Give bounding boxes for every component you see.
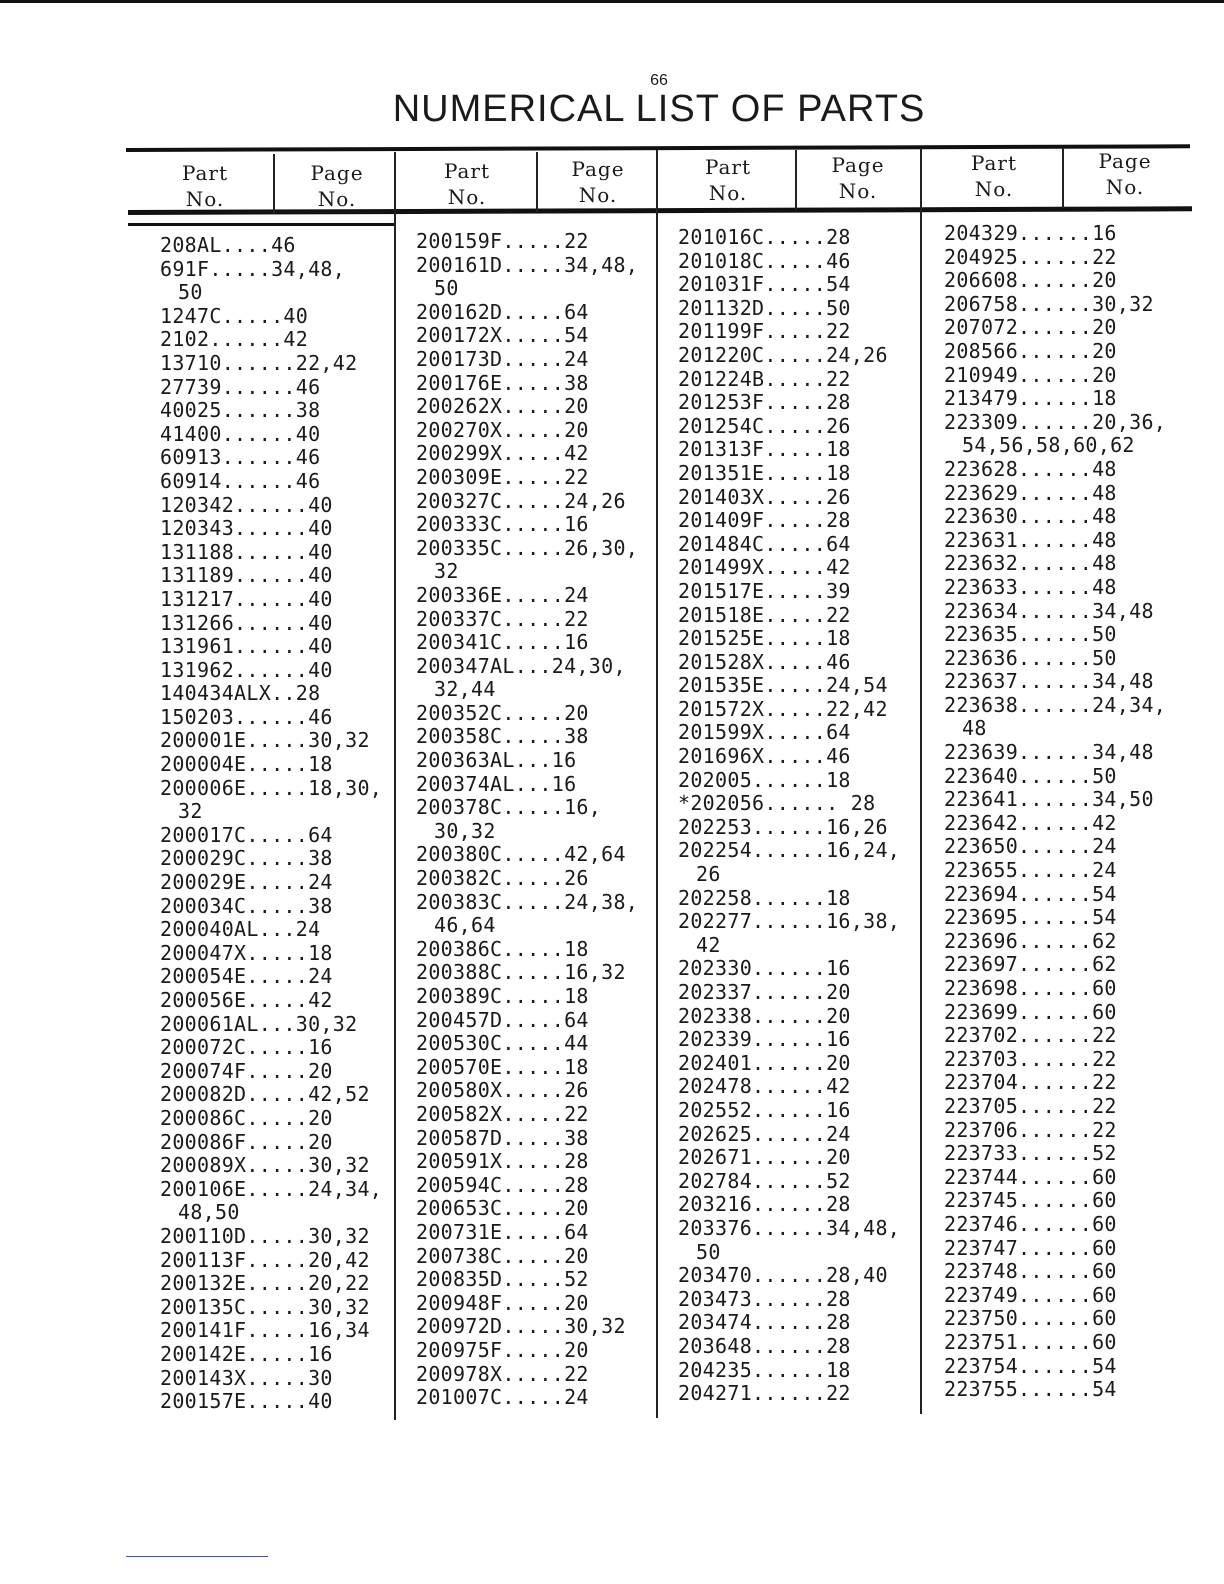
part-entry: 223639......34,48 <box>944 740 1154 765</box>
part-entry: 201220C.....24,26 <box>678 342 888 367</box>
part-entry: 201313F.....18 <box>678 437 851 462</box>
part-entry-continuation: 32 <box>434 559 459 584</box>
part-entry: 200383C.....24,38, <box>416 889 639 914</box>
parts-column-3 <box>678 226 900 1406</box>
part-entry: 223638......24,34, <box>944 692 1167 717</box>
part-entry: 200327C.....24,26 <box>416 488 626 513</box>
part-entry: 203216......28 <box>678 1192 851 1217</box>
part-entry: 200029C.....38 <box>160 846 333 871</box>
part-entry: 150203......46 <box>160 704 333 729</box>
part-entry: 202005......18 <box>678 767 851 792</box>
part-entry: 200374AL...16 <box>416 771 577 796</box>
part-entry: 131961......40 <box>160 634 333 659</box>
part-entry: 200358C.....38 <box>416 724 589 749</box>
part-entry: 223640......50 <box>944 763 1117 788</box>
part-entry: 13710......22,42 <box>160 350 358 375</box>
parts-column-4 <box>944 222 1166 1402</box>
part-entry: 200363AL...16 <box>416 748 577 773</box>
part-entry: 201031F.....54 <box>678 272 851 297</box>
part-entry: 223755......54 <box>944 1377 1117 1402</box>
part-entry: 201199F.....22 <box>678 319 851 344</box>
part-entry: 200176E.....38 <box>416 370 589 395</box>
part-entry: 223695......54 <box>944 905 1117 930</box>
part-entry: 200835D.....52 <box>416 1267 589 1292</box>
part-entry: 223628......48 <box>944 456 1117 481</box>
part-entry: 200270X.....20 <box>416 417 589 442</box>
part-entry: 223650......24 <box>944 834 1117 859</box>
part-entry: 223748......60 <box>944 1259 1117 1284</box>
part-entry: 200054E.....24 <box>160 964 333 989</box>
part-entry: 200086F.....20 <box>160 1129 333 1154</box>
part-entry: 223634......34,48 <box>944 598 1154 623</box>
header-part-no-3 <box>662 154 794 206</box>
part-entry: 223747......60 <box>944 1235 1117 1260</box>
part-entry: 200382C.....26 <box>416 866 589 891</box>
top-border <box>0 0 1224 3</box>
part-entry: 204235......18 <box>678 1357 851 1382</box>
part-entry: 223309......20,36, <box>944 409 1167 434</box>
part-entry: 223629......48 <box>944 480 1117 505</box>
part-entry: 202625......24 <box>678 1121 851 1146</box>
part-entry: 200157E.....40 <box>160 1389 333 1414</box>
part-entry: 201499X.....42 <box>678 555 851 580</box>
part-entry: 223655......24 <box>944 858 1117 883</box>
header-label: No. <box>578 183 618 207</box>
part-entry: 200591X.....28 <box>416 1149 589 1174</box>
part-entry: 1247C.....40 <box>160 303 309 328</box>
header-part-no-2 <box>398 158 536 210</box>
part-entry: 203470......28,40 <box>678 1263 888 1288</box>
part-entry: 200738C.....20 <box>416 1243 589 1268</box>
part-entry: 201018C.....46 <box>678 248 851 273</box>
part-entry: 200006E.....18,30, <box>160 775 383 800</box>
part-entry: 223631......48 <box>944 527 1117 552</box>
part-entry: 200333C.....16 <box>416 512 589 537</box>
part-entry: 223751......60 <box>944 1329 1117 1354</box>
part-entry: 200173D.....24 <box>416 346 589 371</box>
part-entry: 201403X.....26 <box>678 484 851 509</box>
part-entry: 200040AL...24 <box>160 917 321 942</box>
part-entry: 200335C.....26,30, <box>416 535 639 560</box>
part-entry: 207072......20 <box>944 315 1117 340</box>
part-entry: 202254......16,24, <box>678 838 901 863</box>
part-entry: 200159F.....22 <box>416 229 589 253</box>
header-label: Page <box>571 157 625 181</box>
part-entry: 202671......20 <box>678 1145 851 1170</box>
part-entry: 201696X.....46 <box>678 744 851 769</box>
part-entry: 200341C.....16 <box>416 630 589 655</box>
part-entry: 200141F.....16,34 <box>160 1318 370 1343</box>
part-entry: 223702......22 <box>944 1023 1117 1048</box>
header-label: No. <box>838 179 878 203</box>
header-part-no-4 <box>924 150 1064 202</box>
part-entry: 200337C.....22 <box>416 606 589 631</box>
header-rule-bottom-thick <box>128 223 396 226</box>
column-divider <box>920 148 922 1414</box>
part-entry: 223750......60 <box>944 1306 1117 1331</box>
header-label: No. <box>447 185 487 209</box>
part-entry: 202338......20 <box>678 1003 851 1028</box>
part-entry: 223633......48 <box>944 574 1117 599</box>
parts-column-2 <box>416 230 638 1410</box>
part-entry: 223744......60 <box>944 1164 1117 1189</box>
header-divider <box>1062 148 1064 208</box>
part-entry: 200061AL...30,32 <box>160 1011 358 1036</box>
part-entry: 200142E.....16 <box>160 1341 333 1366</box>
part-entry: 201517E.....39 <box>678 578 851 603</box>
part-entry: 200143X.....30 <box>160 1365 333 1390</box>
part-entry: 200309E.....22 <box>416 464 589 489</box>
part-entry: 202337......20 <box>678 980 851 1004</box>
header-label: Page <box>831 153 885 177</box>
part-entry: 202258......18 <box>678 885 851 910</box>
part-entry: 201253F.....28 <box>678 390 851 415</box>
part-entry: 223705......22 <box>944 1093 1117 1118</box>
part-entry: 27739......46 <box>160 374 321 399</box>
part-entry: *202056...... 28 <box>678 791 876 816</box>
part-entry: 200110D.....30,32 <box>160 1223 370 1248</box>
part-entry: 200378C.....16, <box>416 795 602 820</box>
part-entry: 200132E.....20,22 <box>160 1271 370 1296</box>
part-entry: 201016C.....28 <box>678 225 851 249</box>
header-page-no-4 <box>1066 148 1184 200</box>
part-entry: 200457D.....64 <box>416 1007 589 1032</box>
part-entry: 200056E.....42 <box>160 988 333 1012</box>
part-entry-continuation: 46,64 <box>434 913 496 938</box>
part-entry: 223733......52 <box>944 1141 1117 1166</box>
part-entry: 206758......30,32 <box>944 291 1154 316</box>
part-entry: 200386C.....18 <box>416 936 589 961</box>
part-entry: 201535E.....24,54 <box>678 673 888 698</box>
part-entry: 202253......16,26 <box>678 814 888 839</box>
part-entry: 200082D.....42,52 <box>160 1082 370 1107</box>
part-entry: 223641......34,50 <box>944 787 1154 812</box>
header-label: No. <box>708 181 748 205</box>
part-entry: 223706......22 <box>944 1117 1117 1142</box>
part-entry: 208566......20 <box>944 338 1117 363</box>
part-entry: 200972D.....30,32 <box>416 1314 626 1339</box>
part-entry-continuation: 50 <box>434 276 459 301</box>
part-entry: 200047X.....18 <box>160 940 333 965</box>
header-divider <box>536 152 538 212</box>
part-entry: 200380C.....42,64 <box>416 842 626 867</box>
part-entry: 200594C.....28 <box>416 1172 589 1197</box>
part-entry: 223635......50 <box>944 622 1117 647</box>
part-entry: 40025......38 <box>160 398 321 423</box>
header-label: Page <box>1098 149 1152 173</box>
header-part-no-1 <box>140 160 270 212</box>
parts-column-1 <box>160 234 382 1414</box>
part-entry: 131189......40 <box>160 563 333 588</box>
part-entry: 120343......40 <box>160 516 333 541</box>
part-entry: 200731E.....64 <box>416 1219 589 1244</box>
part-entry: 200389C.....18 <box>416 984 589 1008</box>
part-entry: 200580X.....26 <box>416 1078 589 1103</box>
part-entry: 204329......16 <box>944 221 1117 245</box>
header-label: No. <box>317 187 357 211</box>
part-entry: 201409F.....28 <box>678 508 851 533</box>
part-entry: 120342......40 <box>160 492 333 517</box>
part-entry: 200975F.....20 <box>416 1337 589 1362</box>
part-entry: 200582X.....22 <box>416 1101 589 1126</box>
header-label: No. <box>1105 175 1145 199</box>
part-entry: 200978X.....22 <box>416 1361 589 1386</box>
part-entry-continuation: 50 <box>696 1239 721 1264</box>
part-entry: 204925......22 <box>944 244 1117 269</box>
part-entry: 208AL....46 <box>160 233 296 257</box>
part-entry: 200089X.....30,32 <box>160 1153 370 1178</box>
part-entry: 200336E.....24 <box>416 582 589 607</box>
part-entry: 200162D.....64 <box>416 299 589 324</box>
part-entry: 200161D.....34,48, <box>416 252 639 277</box>
part-entry: 201525E.....18 <box>678 626 851 651</box>
page-title: NUMERICAL LIST OF PARTS <box>392 88 926 130</box>
part-entry: 200034C.....38 <box>160 893 333 918</box>
part-entry: 206608......20 <box>944 268 1117 293</box>
part-entry: 223703......22 <box>944 1046 1117 1071</box>
part-entry: 202478......42 <box>678 1074 851 1099</box>
part-entry: 223704......22 <box>944 1070 1117 1095</box>
part-entry: 200570E.....18 <box>416 1054 589 1079</box>
part-entry: 200029E.....24 <box>160 870 333 895</box>
header-label: No. <box>185 187 225 211</box>
part-entry: 201518E.....22 <box>678 602 851 627</box>
page-number: 66 <box>650 72 668 89</box>
part-entry: 203376......34,48, <box>678 1215 901 1240</box>
part-entry: 200135C.....30,32 <box>160 1294 370 1319</box>
part-entry: 200106E.....24,34, <box>160 1176 383 1201</box>
part-entry: 131266......40 <box>160 610 333 635</box>
header-divider <box>795 150 797 210</box>
part-entry: 200388C.....16,32 <box>416 960 626 985</box>
part-entry: 223632......48 <box>944 551 1117 576</box>
part-entry: 202401......20 <box>678 1050 851 1075</box>
part-entry-continuation: 32,44 <box>434 677 496 702</box>
part-entry: 223696......62 <box>944 928 1117 953</box>
part-entry: 223637......34,48 <box>944 669 1154 694</box>
part-entry: 200172X.....54 <box>416 323 589 348</box>
header-label: Page <box>310 161 364 185</box>
part-entry: 200113F.....20,42 <box>160 1247 370 1272</box>
part-entry: 200299X.....42 <box>416 441 589 466</box>
header-divider <box>273 154 275 214</box>
part-entry: 201484C.....64 <box>678 531 851 556</box>
part-entry: 223630......48 <box>944 504 1117 529</box>
part-entry: 200653C.....20 <box>416 1196 589 1221</box>
part-entry-continuation: 26 <box>696 862 721 887</box>
part-entry: 223694......54 <box>944 881 1117 906</box>
header-label: Part <box>181 161 229 185</box>
part-entry: 223642......42 <box>944 810 1117 835</box>
part-entry: 200587D.....38 <box>416 1125 589 1150</box>
part-entry: 223745......60 <box>944 1188 1117 1213</box>
part-entry: 200074F.....20 <box>160 1058 333 1083</box>
part-entry: 202339......16 <box>678 1027 851 1052</box>
part-entry: 223749......60 <box>944 1282 1117 1307</box>
part-entry: 223698......60 <box>944 976 1117 1000</box>
part-entry-continuation: 32 <box>178 799 203 824</box>
part-entry-continuation: 50 <box>178 280 203 305</box>
part-entry: 202784......52 <box>678 1168 851 1193</box>
header-page-no-2 <box>540 156 656 208</box>
part-entry-continuation: 30,32 <box>434 818 496 843</box>
part-entry: 200347AL...24,30, <box>416 653 626 678</box>
part-entry: 223699......60 <box>944 999 1117 1024</box>
part-entry: 131217......40 <box>160 586 333 611</box>
part-entry: 203648......28 <box>678 1333 851 1358</box>
part-entry: 202552......16 <box>678 1097 851 1122</box>
part-entry: 223746......60 <box>944 1211 1117 1236</box>
part-entry: 201254C.....26 <box>678 413 851 438</box>
part-entry: 202330......16 <box>678 956 851 981</box>
part-entry-continuation: 48 <box>962 716 987 741</box>
part-entry: 200352C.....20 <box>416 700 589 725</box>
part-entry: 210949......20 <box>944 362 1117 387</box>
part-entry: 201599X.....64 <box>678 720 851 745</box>
part-entry: 200530C.....44 <box>416 1031 589 1056</box>
part-entry: 203473......28 <box>678 1286 851 1311</box>
part-entry: 201528X.....46 <box>678 649 851 674</box>
part-entry: 131188......40 <box>160 539 333 564</box>
part-entry: 201007C.....24 <box>416 1385 589 1410</box>
part-entry: 213479......18 <box>944 386 1117 411</box>
part-entry: 201224B.....22 <box>678 366 851 391</box>
part-entry: 200072C.....16 <box>160 1035 333 1060</box>
part-entry: 140434ALX..28 <box>160 681 321 706</box>
column-divider <box>656 150 658 1418</box>
part-entry: 41400......40 <box>160 421 321 446</box>
part-entry: 223754......54 <box>944 1353 1117 1378</box>
part-entry: 203474......28 <box>678 1310 851 1335</box>
header-label: No. <box>974 177 1014 201</box>
column-divider <box>394 152 396 1420</box>
header-label: Part <box>704 155 752 179</box>
part-entry: 201132D.....50 <box>678 295 851 320</box>
part-entry: 200086C.....20 <box>160 1105 333 1130</box>
part-entry: 60913......46 <box>160 445 321 470</box>
header-label: Part <box>443 159 491 183</box>
part-entry-continuation: 42 <box>696 932 721 957</box>
header-label: Part <box>970 151 1018 175</box>
part-entry: 60914......46 <box>160 468 321 493</box>
part-entry-continuation: 48,50 <box>178 1200 240 1225</box>
header-page-no-3 <box>798 152 918 204</box>
header-page-no-1 <box>280 160 394 212</box>
part-entry: 200262X.....20 <box>416 394 589 419</box>
part-entry: 202277......16,38, <box>678 909 901 934</box>
part-entry: 691F.....34,48, <box>160 256 346 281</box>
part-entry: 200001E.....30,32 <box>160 728 370 753</box>
part-entry: 223697......62 <box>944 952 1117 977</box>
part-entry-continuation: 54,56,58,60,62 <box>962 433 1135 458</box>
part-entry: 223636......50 <box>944 645 1117 670</box>
part-entry: 201351E.....18 <box>678 460 851 485</box>
part-entry: 2102......42 <box>160 327 309 352</box>
part-entry: 200004E.....18 <box>160 752 333 777</box>
part-entry: 204271......22 <box>678 1381 851 1406</box>
part-entry: 201572X.....22,42 <box>678 696 888 721</box>
part-entry: 200017C.....64 <box>160 822 333 847</box>
part-entry: 200948F.....20 <box>416 1290 589 1315</box>
footer-line <box>126 1556 268 1557</box>
part-entry: 131962......40 <box>160 657 333 682</box>
